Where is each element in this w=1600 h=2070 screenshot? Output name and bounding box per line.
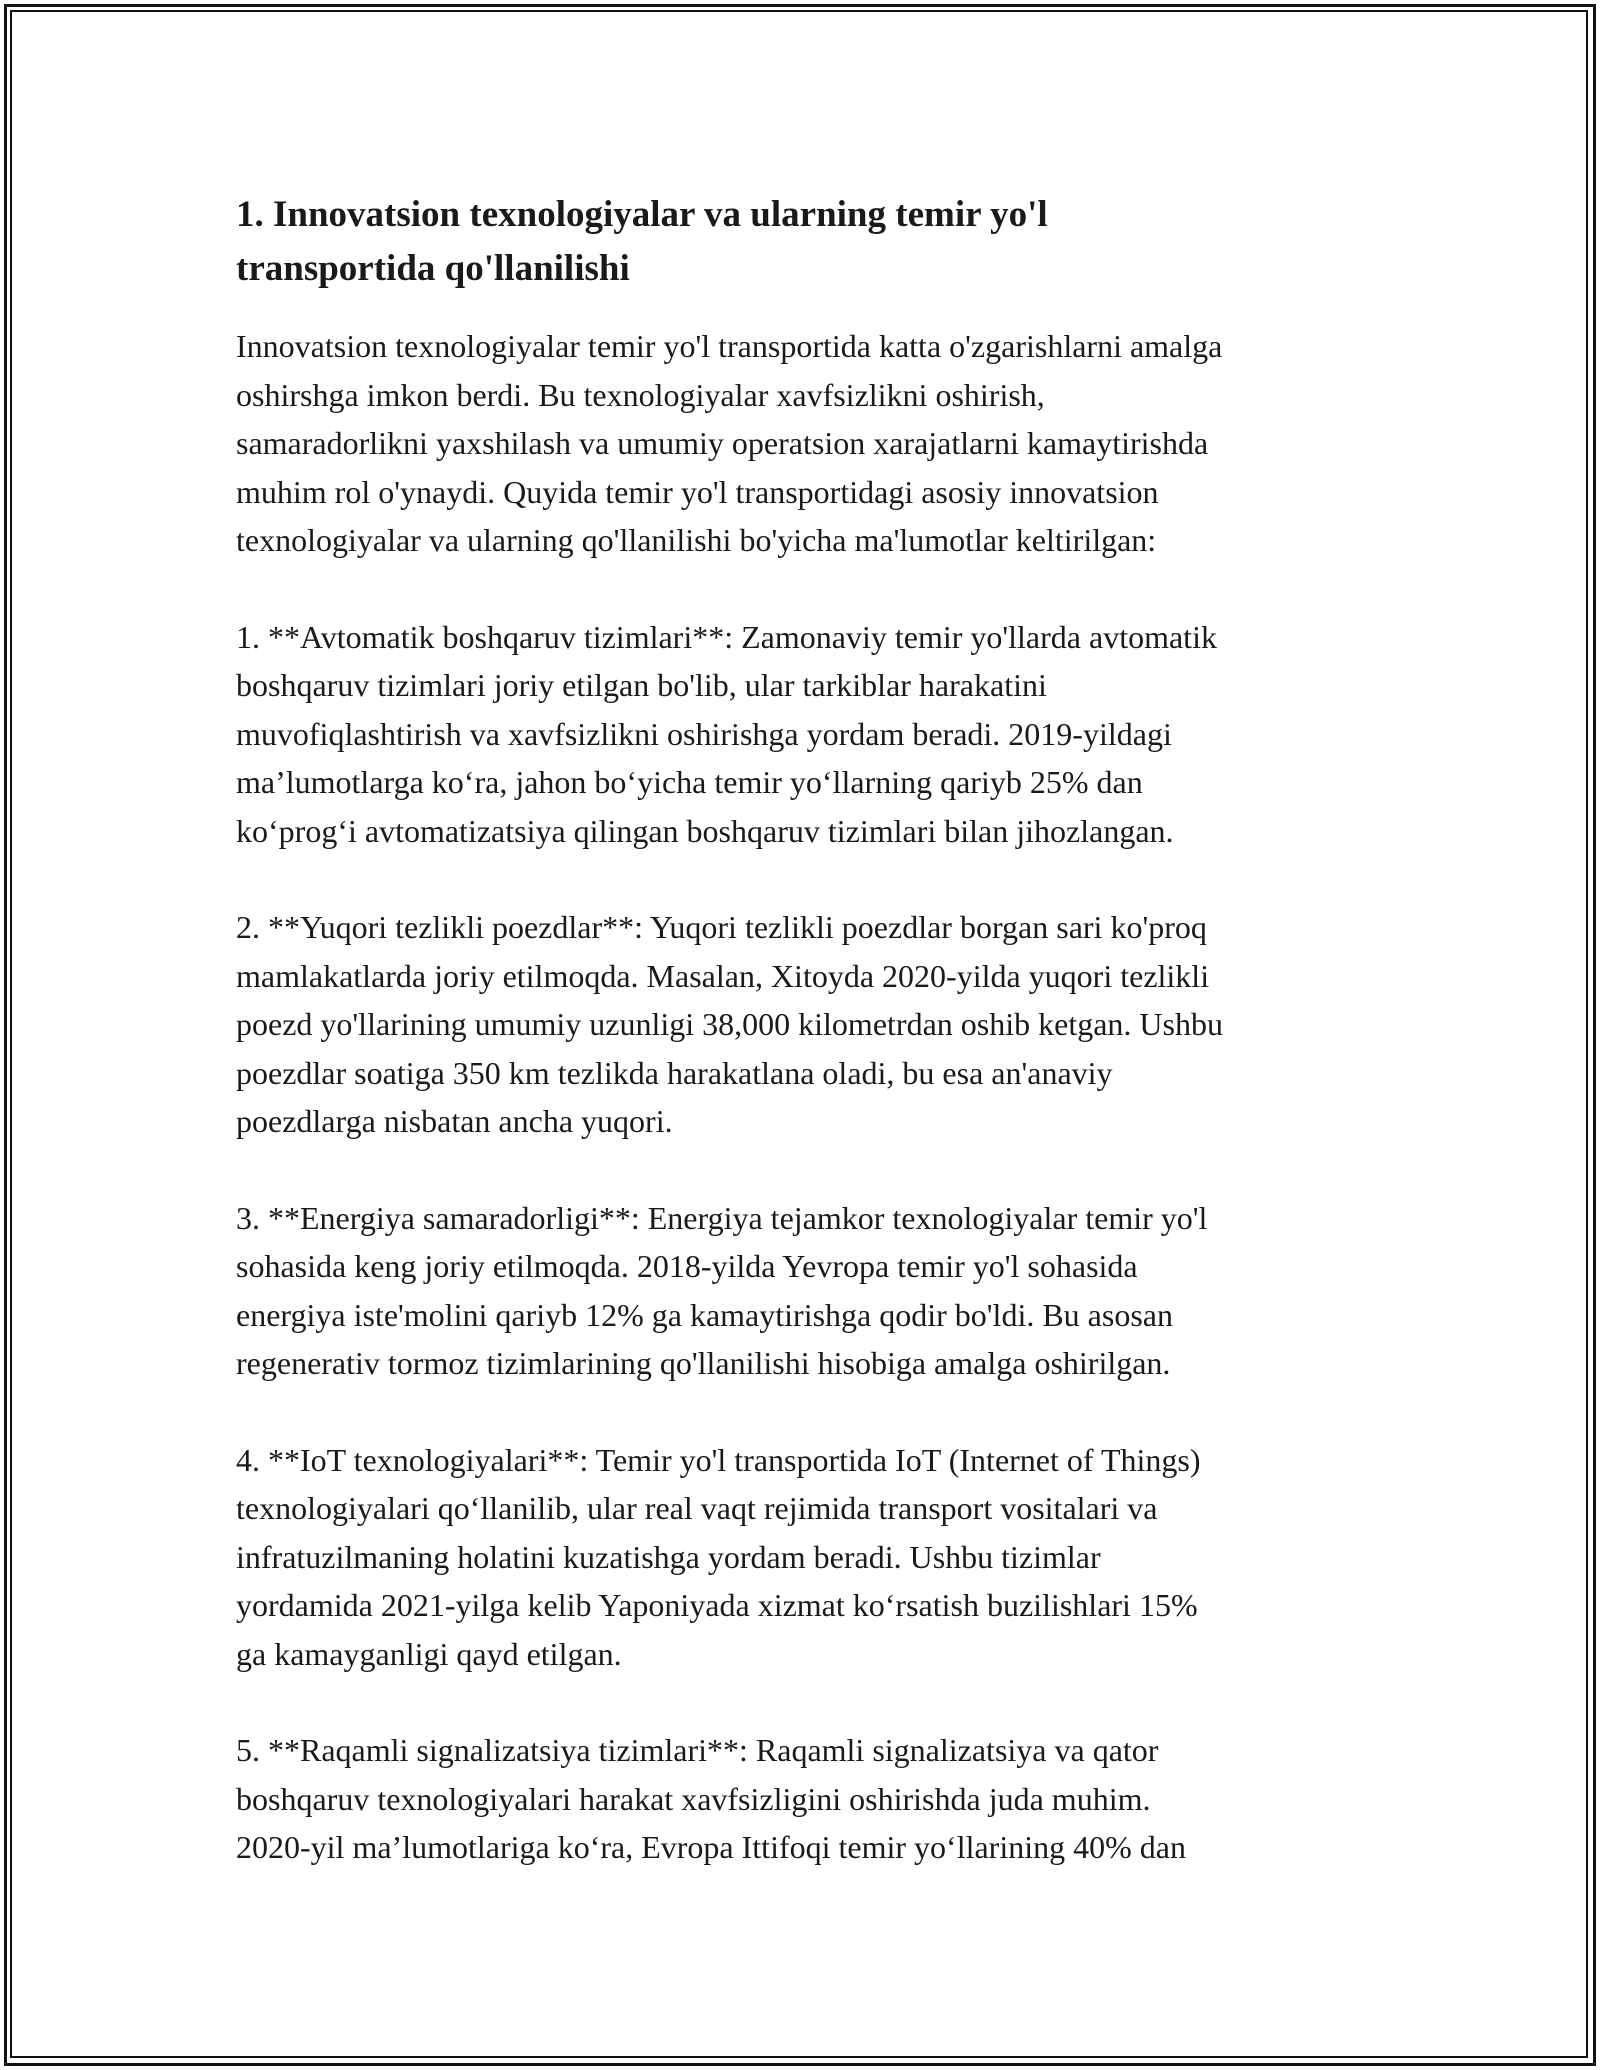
section-title: 1. Innovatsion texnologiyalar va ularning temir yo'l transportida qo'llanilishi xyxy=(236,194,1048,289)
list-item-automatic-control: 1. **Avtomatik boshqaruv tizimlari**: Zamonaviy temir yo'llarda avtomatik boshqaruv tizimlari joriy etilgan bo'lib, ular tarkiblar harakatini muvofiqlashtirish va xavfsizlikni oshirishga yordam beradi. 2019-yildagi ma’lumotlarga ko‘ra, jahon bo‘yicha temir yo‘llarning qariyb 25% dan ko‘prog‘i avtomatizatsiya qilingan boshqaruv tizimlari bilan jihozlangan. xyxy=(236,618,1217,849)
list-item-iot-technologies: 4. **IoT texnologiyalari**: Temir yo'l transportida IoT (Internet of Things) texnologiyalari qo‘llanilib, ular real vaqt rejimida transport vositalari va infratuzilmaning holatini kuzatishga yordam beradi. Ushbu tizimlar yordamida 2021-yilga kelib Yaponiyada xizmat ko‘rsatish buzilishlari 15% ga kamayganligi qayd etilgan. xyxy=(236,1441,1201,1672)
intro-paragraph: Innovatsion texnologiyalar temir yo'l transportida katta o'zgarishlarni amalga oshirshga imkon berdi. Bu texnologiyalar xavfsizlikni oshirish, samaradorlikni yaxshilash va umumiy operatsion xarajatlarni kamaytirishda muhim rol o'ynaydi. Quyida temir yo'l transportidagi asosiy innovatsion texnologiyalar va ularning qo'llanilishi bo'yicha ma'lumotlar keltirilgan: xyxy=(236,328,1223,558)
list-item-energy-efficiency: 3. **Energiya samaradorligi**: Energiya tejamkor texnologiyalar temir yo'l sohasida keng joriy etilmoqda. 2018-yilda Yevropa temir yo'l sohasida energiya iste'molini qariyb 12% ga kamaytirishga qodir bo'ldi. Bu asosan regenerativ tormoz tizimlarining qo'llanilishi hisobiga amalga oshirilgan. xyxy=(236,1199,1208,1381)
list-item-digital-signaling: 5. **Raqamli signalizatsiya tizimlari**: Raqamli signalizatsiya va qator boshqaruv texnologiyalari harakat xavfsizligini oshirishda juda muhim. 2020-yil ma’lumotlariga ko‘ra, Evropa Ittifoqi temir yo‘llarining 40% dan xyxy=(236,1732,1186,1865)
list-item-high-speed-trains: 2. **Yuqori tezlikli poezdlar**: Yuqori tezlikli poezdlar borgan sari ko'proq mamlakatlarda joriy etilmoqda. Masalan, Xitoyda 2020-yilda yuqori tezlikli poezd yo'llarining umumiy uzunligi 38,000 kilometrdan oshib ketgan. Ushbu poezdlar soatiga 350 km tezlikda harakatlana oladi, bu esa an'anaviy poezdlarga nisbatan ancha yuqori. xyxy=(236,909,1223,1139)
document-body xyxy=(236,188,1376,1920)
